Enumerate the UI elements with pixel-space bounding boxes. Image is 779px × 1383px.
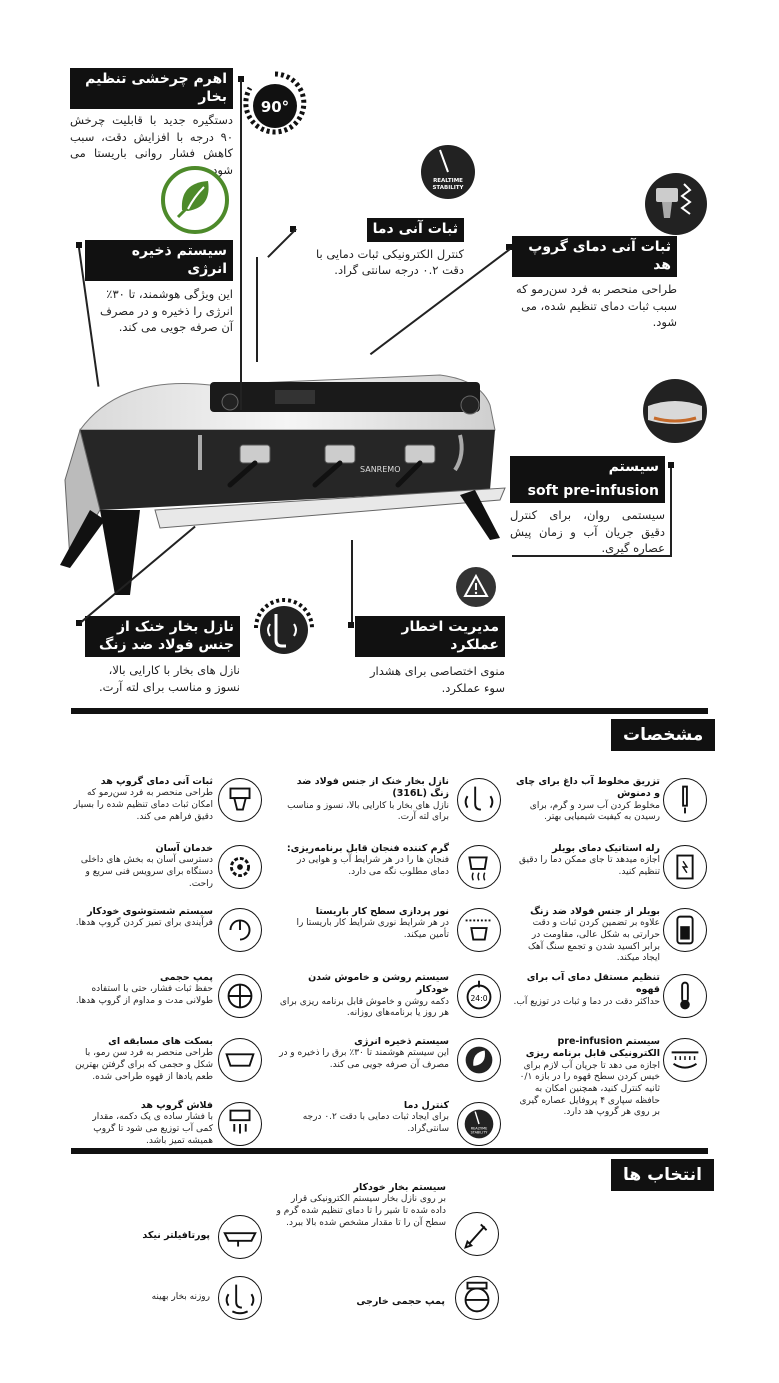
spec-item: [512, 843, 660, 879]
worktop-light-icon: [457, 908, 501, 952]
spec-item-desc: نازل های بخار با کارایی بالا، نسوز و مناسب برای لته آرت.: [287, 800, 449, 823]
spec-item-title: سیستم pre-infusion الکترونیکی قابل برنامه ریزی: [525, 1036, 660, 1060]
steam-tip-icon: [218, 1276, 262, 1320]
spec-item-desc: دکمه روشن و خاموش قابل برنامه ریزی برای هر روز یا برنامه‌های روزانه.: [279, 996, 449, 1019]
callout-steam-lever-desc: دستگیره جدید با قابلیت چرخش ۹۰ درجه با افزایش دقت، سبب کاهش فشار روانی باریستا می شود.: [70, 113, 233, 178]
warning-icon: [455, 566, 497, 608]
svg-text:90°: 90°: [260, 98, 290, 116]
steam-wand-icon: [457, 778, 501, 822]
spec-item-title: تزریق مخلوط آب داغ برای چای و دمنوش: [515, 776, 660, 800]
spec-item-title: سیستم شستوشوی خودکار: [87, 906, 213, 917]
spec-item-desc: فنجان ها را در هر شرایط آب و هوایی در دمای مطلوب نگه می دارد.: [297, 855, 449, 878]
callout-steam-nozzle-desc: نازل های بخار با کارایی بالا، نسوز و مناسب برای لته آرت.: [99, 663, 240, 694]
spec-item-desc: فرآیندی برای تمیز کردن گروپ هدها.: [75, 918, 213, 929]
option-auto-steam-desc: بر روی نازل بخار سیستم الکترونیکی قرار داده شده تا شیر را تا دمای تنظیم شده گرم و سطح آن را تا مقدار مشخص شده بالا ببرد.: [276, 1194, 446, 1228]
spec-item: [512, 972, 660, 1008]
callout-steam-lever-title: اهرم چرخشی تنظیم بخار: [70, 68, 233, 109]
spec-item-desc: در هر شرایط نوری شرایط کار باریستا را تأمین میکند.: [296, 918, 449, 941]
naked-portafilter-icon: [218, 1215, 262, 1259]
flush-icon: [218, 1102, 262, 1146]
spec-item: [276, 776, 449, 824]
svg-text:24:0: 24:0: [470, 993, 488, 1003]
spec-item-title: فلاش گروپ هد: [140, 1100, 213, 1111]
spec-item-desc: حداکثر دقت در دما و ثبات در توزیع آب.: [513, 996, 660, 1007]
energy-leaf-green-icon: [160, 165, 230, 235]
option-external-pump-title: پمپ حجمی خارجی: [356, 1296, 445, 1307]
cup-warmer-icon: [457, 845, 501, 889]
external-pump-icon: [455, 1276, 499, 1320]
spec-item: [73, 843, 213, 890]
spec-item: [512, 776, 660, 824]
callout-temp-stability-title: ثبات آنی دما: [367, 218, 464, 242]
callout-energy-title: سیستم ذخیره انرژی: [85, 240, 233, 281]
callout-energy-desc: این ویژگی هوشمند، تا ۳۰٪ انرژی را ذخیره و در مصرف آن صرفه جویی می کند.: [99, 287, 233, 335]
option-naked-portafilter: [100, 1230, 210, 1242]
spec-item: [73, 906, 213, 930]
steam-nozzle-icon: [246, 590, 322, 666]
spec-item-desc: حفظ ثبات فشار، حتی با استفاده طولانی مدت و مداوم از گروپ هدها.: [75, 984, 213, 1007]
callout-preinfusion: [510, 456, 665, 557]
auto-steam-icon: [455, 1212, 499, 1256]
option-steam-tip: [120, 1292, 210, 1304]
callout-steam-lever: [70, 68, 233, 179]
relay-icon: [663, 845, 707, 889]
group-head-icon: [218, 778, 262, 822]
callout-alert: [355, 616, 505, 696]
energy-leaf-icon: [457, 1038, 501, 1082]
spec-item: [73, 1100, 213, 1147]
callout-steam-nozzle: [85, 616, 240, 695]
spec-item-title: پمپ حجمی: [160, 972, 213, 983]
spec-item-title: نازل بخار خنک از جنس فولاد ضد زنگ (316L): [296, 776, 449, 800]
specs-section-title: مشخصات: [611, 719, 715, 751]
svg-text:REALTIME: REALTIME: [433, 178, 463, 184]
spec-item: [73, 776, 213, 823]
machine-brand-label: SANREMO: [360, 465, 401, 474]
boiler-icon: [663, 908, 707, 952]
group-head-thermo-icon: [642, 170, 710, 238]
option-auto-steam-title: سیستم بخار خودکار: [353, 1182, 446, 1193]
rotate-90-icon: [242, 70, 308, 136]
callout-steam-nozzle-title: نازل بخار خنک از جنس فولاد ضد زنگ: [85, 616, 240, 657]
spec-item: [512, 906, 660, 965]
spec-item-title: تنظیم مستقل دمای آب برای قهوه: [526, 972, 660, 996]
spec-item-title: سیستم ذخیره انرژی: [354, 1036, 449, 1047]
auto-power-icon: [457, 974, 501, 1018]
option-auto-steam: [276, 1182, 446, 1229]
callout-energy: [85, 240, 233, 336]
auto-clean-icon: [218, 908, 262, 952]
spec-item-title: گرم کننده فنجان قابل برنامه‌ریزی:: [286, 843, 449, 854]
spec-item-title: بویلر از جنس فولاد ضد زنگ: [530, 906, 660, 917]
spec-item-title: سیستم روشن و خاموش شدن خودکار: [308, 972, 449, 996]
spec-item-desc: طراحی منحصر به فرد سن‌رمو که امکان ثبات دمای تنظیم شده را بسیار دقیق فراهم می کند.: [73, 788, 213, 822]
callout-alert-desc: منوی اختصاصی برای هشدار سوء عملکرد.: [370, 664, 505, 695]
preinfusion-shower-icon: [640, 376, 710, 446]
spec-item-desc: دسترسی آسان به بخش های داخلی دستگاه برای سرویس فنی سریع و راحت.: [80, 855, 213, 889]
spec-item: [276, 1100, 449, 1136]
temp-control-icon: [457, 1102, 501, 1146]
spec-item-title: بسکت های مسابقه ای: [108, 1036, 213, 1047]
callout-temp-stability-desc: کنترل الکترونیکی ثبات دمایی با دقت ۰.۲ درجه سانتی گراد.: [315, 246, 464, 278]
spec-item: [276, 1036, 449, 1072]
svg-text:REALTIME: REALTIME: [470, 1126, 488, 1131]
spec-item-desc: این سیستم هوشمند تا ۳۰٪ برق را ذخیره و در مصرف آن صرفه جویی می کند.: [279, 1048, 449, 1071]
svg-text:STABILITY: STABILITY: [470, 1130, 488, 1135]
thermometer-icon: [663, 974, 707, 1018]
spec-item-desc: اجازه می دهد تا جریان آب لازم برای خیس کردن سطح قهوه را در بازه ۰/۱ ثانیه کنترل کنید، همچنین امکان به حافظه سپاری ۴ پروفایل عصاره گیری بر روی هر گروپ هد دارد.: [519, 1060, 660, 1118]
option-external-pump: [300, 1296, 445, 1308]
espresso-machine-illustration: [60, 360, 530, 600]
spec-item-desc: با فشار ساده ی یک دکمه، مقدار کمی آب توزیع می شود تا گروپ همیشه تمیز باشد.: [92, 1112, 213, 1146]
spec-item-title: رله استاتیک دمای بویلر: [552, 843, 660, 854]
spec-item-desc: علاوه بر تضمین کردن ثبات و دقت حرارتی به شکل عالی، مقاومت در برابر اکسید شدن و تجمع سنگ آهک ایجاد میکند.: [527, 918, 660, 964]
basket-icon: [218, 1038, 262, 1082]
option-naked-portafilter-title: پورتافیلتر نیکد: [142, 1230, 210, 1241]
callout-group-temp-title: ثبات آنی دمای گروپ هد: [512, 236, 677, 277]
callout-alert-title: مدیریت اخطار عملکرد: [355, 616, 505, 657]
callout-preinfusion-desc: سیستمی روان، برای کنترل دقیق جریان آب و زمان پیش عصاره گیری.: [510, 508, 665, 556]
callout-preinfusion-title-2: soft pre-infusion: [510, 480, 665, 504]
callout-group-temp-desc: طراحی منحصر به فرد سن‌رمو که سبب ثبات دمای تنظیم شده، می شود.: [515, 282, 677, 330]
callout-group-temp: [512, 236, 677, 331]
callout-temp-stability: [296, 218, 464, 279]
volumetric-pump-icon: [218, 974, 262, 1018]
spec-item: [73, 972, 213, 1008]
spec-item-desc: اجازه میدهد تا جای ممکن دما را دقیق تنظیم کنید.: [518, 855, 660, 878]
options-section-title: انتخاب ها: [611, 1159, 714, 1191]
realtime-stability-icon: [418, 142, 478, 202]
spec-item: [276, 906, 449, 942]
spec-item-title: ثبات آنی دمای گروپ هد: [100, 776, 213, 787]
spec-item-desc: برای ایجاد ثبات دمایی با دقت ۰.۲ درجه سانتی‌گراد.: [302, 1112, 449, 1135]
callout-preinfusion-title-1: سیستم: [510, 456, 665, 480]
hot-water-icon: [663, 778, 707, 822]
spec-item: [276, 972, 449, 1020]
spec-item: [73, 1036, 213, 1083]
spec-item: [512, 1036, 660, 1119]
spec-item-title: خدمان آسان: [155, 843, 213, 854]
spec-item: [276, 843, 449, 879]
svg-text:STABILITY: STABILITY: [432, 185, 464, 191]
spec-item-title: نور پردازی سطح کار باریستا: [315, 906, 449, 917]
spec-item-title: کنترل دما: [403, 1100, 449, 1111]
spec-item-desc: طراحی منحصر به فرد سن رمو، با شکل و حجمی که برای گرفتن بهترین طعم یادها از قهوه طراحی شده.: [75, 1048, 213, 1082]
service-gear-icon: [218, 845, 262, 889]
spec-item-desc: مخلوط کردن آب سرد و گرم، برای رسیدن به کیفیت شیمیایی بهتر.: [529, 800, 660, 823]
option-steam-tip-desc: روزنه بخار بهینه: [151, 1292, 210, 1302]
preinfusion-icon: [663, 1038, 707, 1082]
